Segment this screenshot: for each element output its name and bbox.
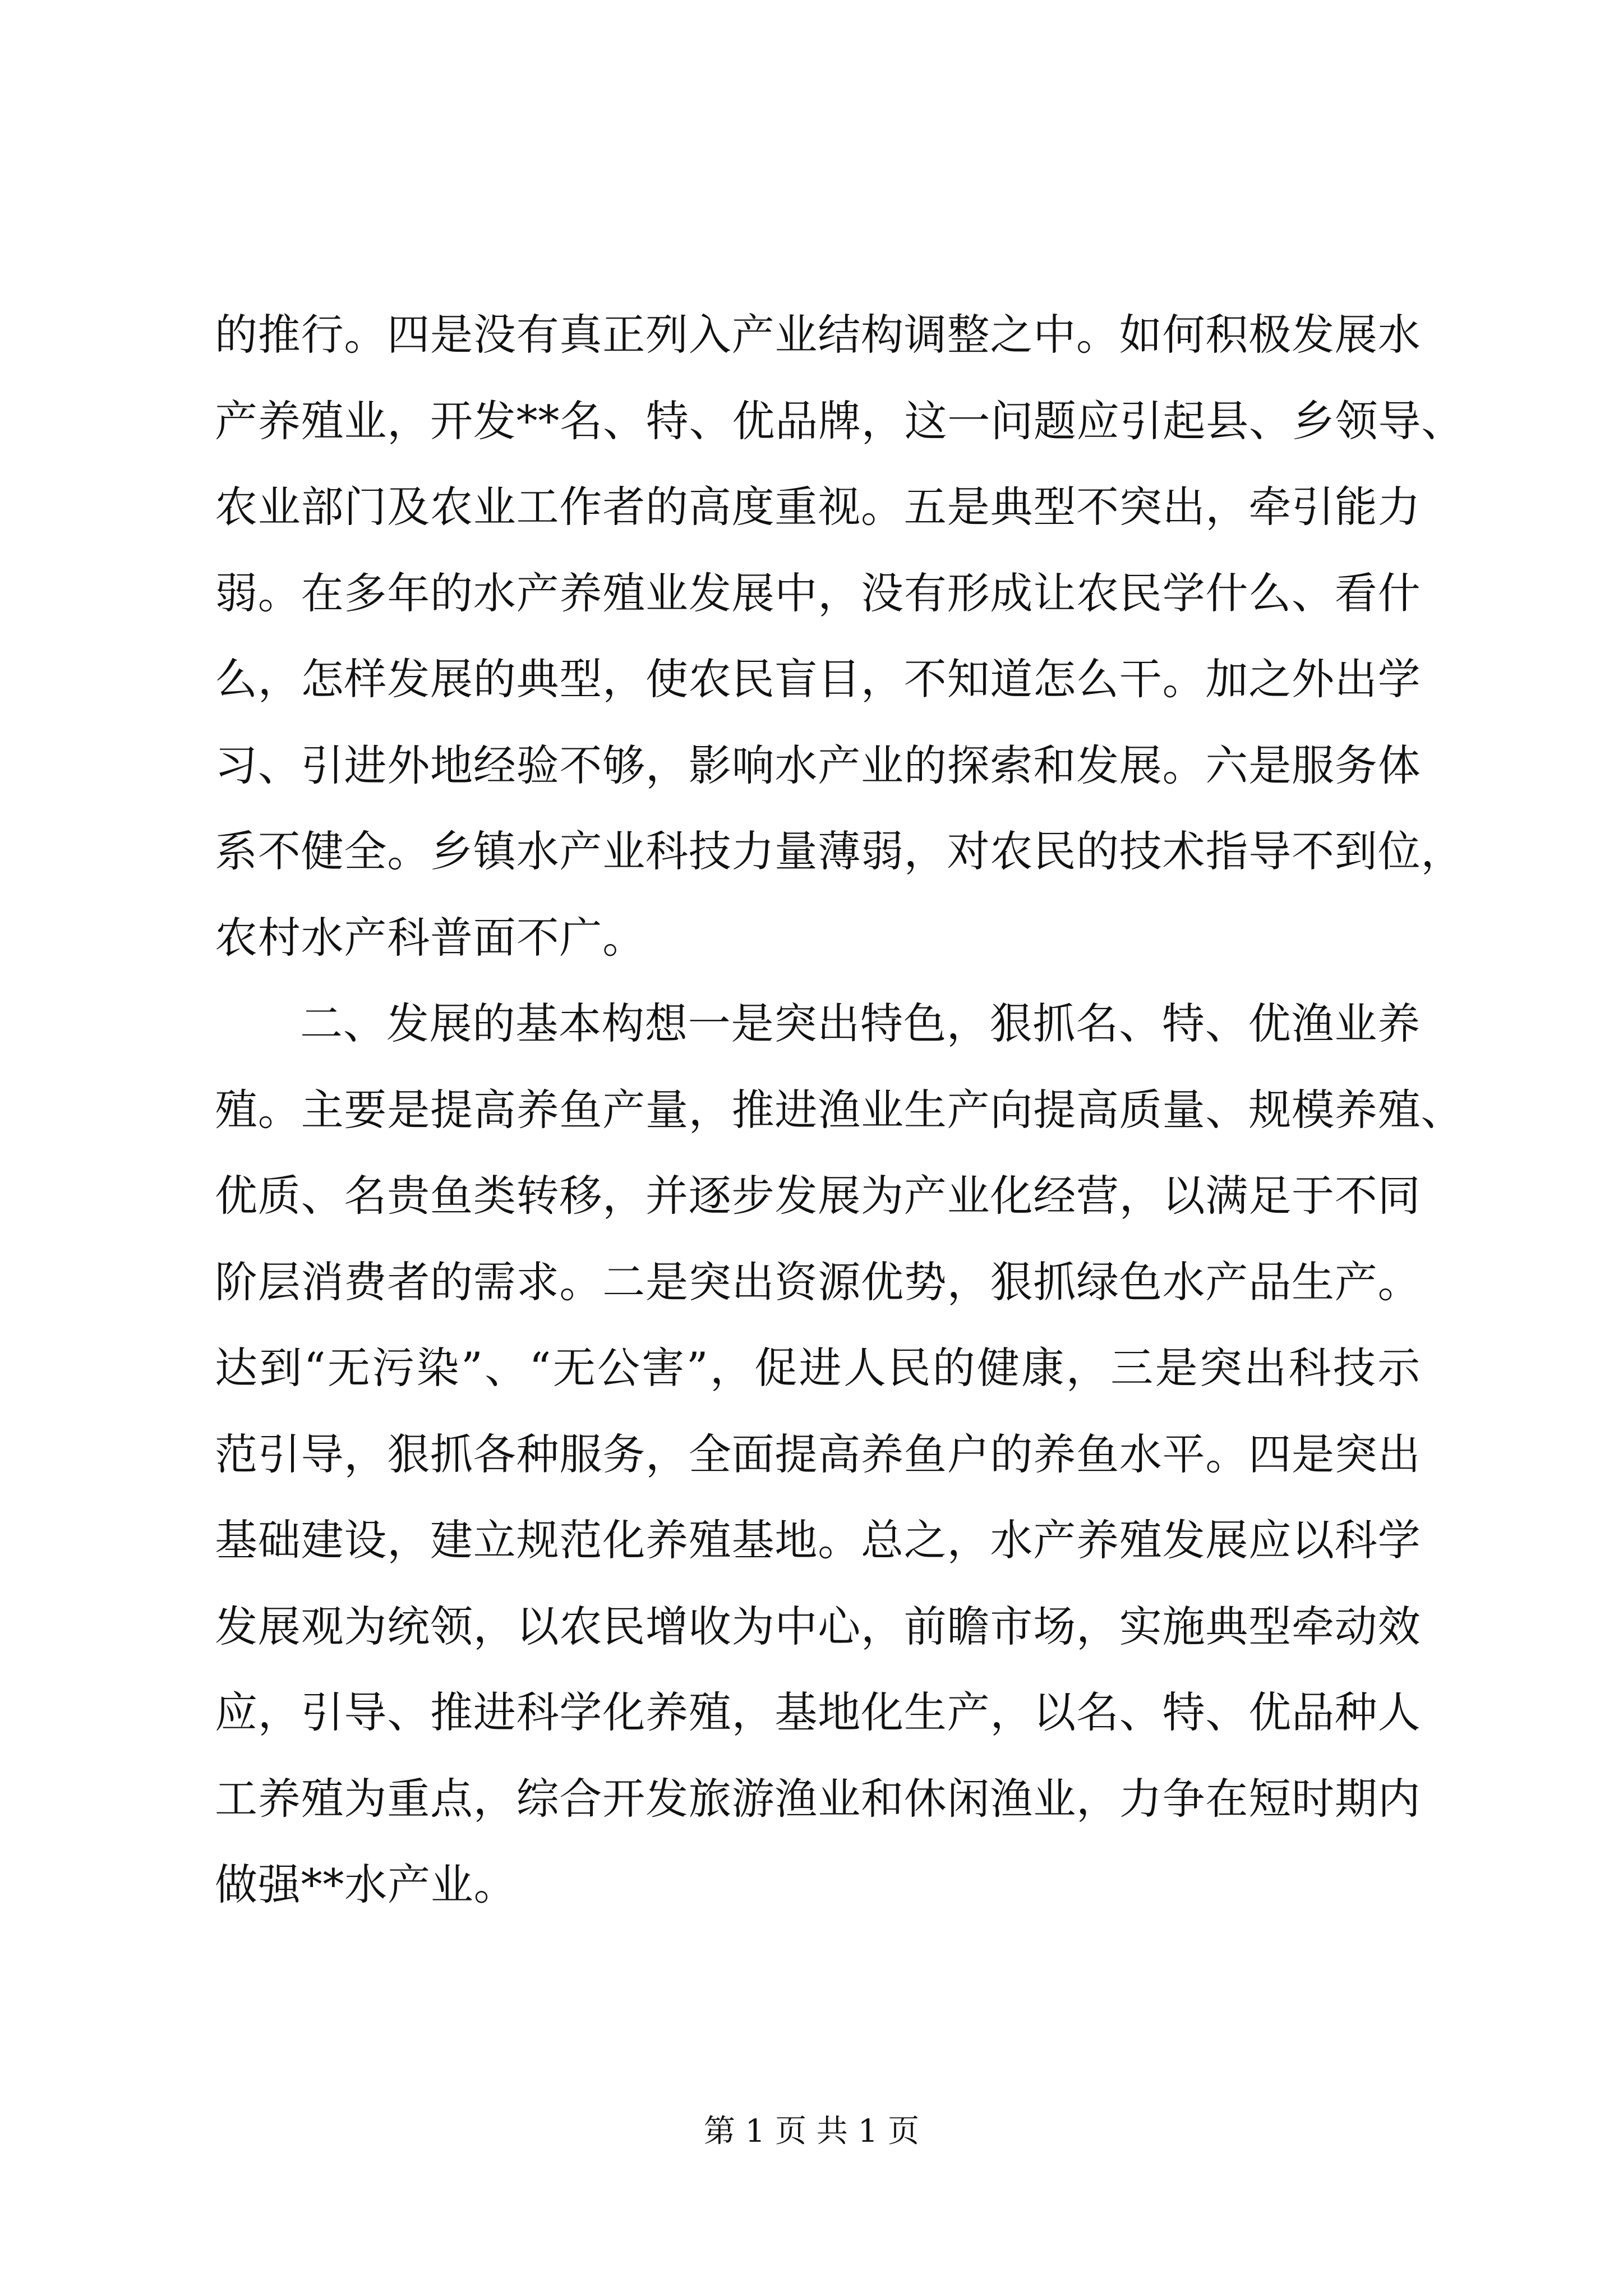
text-line-13: 达到“无污染”、“无公害”，促进人民的健康，三是突出科技示 bbox=[215, 1343, 1421, 1393]
text-line-17: 应，引导、推进科学化养殖，基地化生产，以名、特、优品种人 bbox=[215, 1687, 1421, 1737]
text-line-4: 弱。在多年的水产养殖业发展中，没有形成让农民学什么、看什 bbox=[215, 568, 1421, 618]
text-line-19: 做强**水产业。 bbox=[215, 1860, 517, 1910]
text-line-9: 二、发展的基本构想一是突出特色，狠抓名、特、优渔业养 bbox=[300, 999, 1421, 1048]
text-line-5: 么，怎样发展的典型，使农民盲目，不知道怎么干。加之外出学 bbox=[215, 654, 1421, 704]
text-line-2: 产养殖业，开发**名、特、优品牌，这一问题应引起县、乡领导、 bbox=[215, 395, 1464, 446]
text-line-14: 范引导，狠抓各种服务，全面提高养鱼户的养鱼水平。四是突出 bbox=[215, 1429, 1421, 1479]
body-text bbox=[215, 292, 1464, 1928]
text-line-3: 农业部门及农业工作者的高度重视。五是典型不突出，牵引能力 bbox=[215, 482, 1421, 532]
text-line-15: 基础建设，建立规范化养殖基地。总之，水产养殖发展应以科学 bbox=[215, 1515, 1421, 1565]
text-line-11: 优质、名贵鱼类转移，并逐步发展为产业化经营，以满足于不同 bbox=[215, 1171, 1421, 1221]
text-line-7: 系不健全。乡镇水产业科技力量薄弱，对农民的技术指导不到位， bbox=[215, 826, 1464, 876]
text-line-8: 农村水产科普面不广。 bbox=[215, 912, 645, 963]
text-line-12: 阶层消费者的需求。二是突出资源优势，狠抓绿色水产品生产。 bbox=[215, 1257, 1421, 1307]
text-line-6: 习、引进外地经验不够，影响水产业的探索和发展。六是服务体 bbox=[215, 740, 1421, 790]
page-number-footer: 第 1 页 共 1 页 bbox=[703, 2113, 920, 2150]
text-line-18: 工养殖为重点，综合开发旅游渔业和休闲渔业，力争在短时期内 bbox=[215, 1773, 1421, 1824]
text-line-10: 殖。主要是提高养鱼产量，推进渔业生产向提高质量、规模养殖、 bbox=[215, 1084, 1464, 1135]
text-line-16: 发展观为统领，以农民增收为中心，前瞻市场，实施典型牵动效 bbox=[215, 1601, 1421, 1651]
text-line-1: 的推行。四是没有真正列入产业结构调整之中。如何积极发展水 bbox=[215, 310, 1421, 360]
